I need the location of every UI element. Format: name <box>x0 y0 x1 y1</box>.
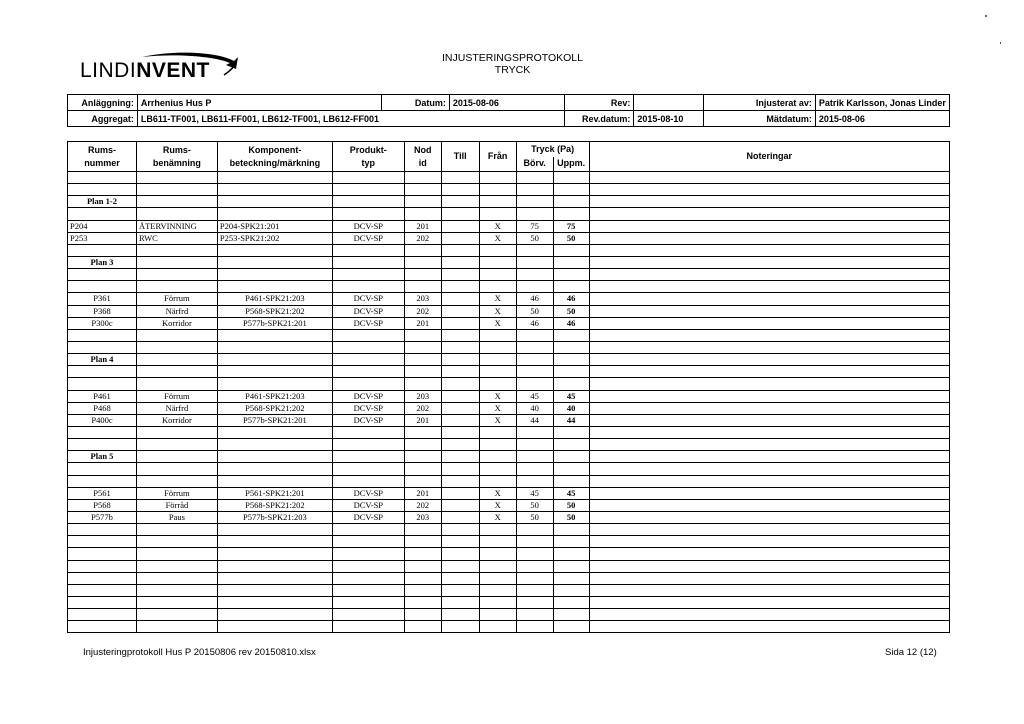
cell-produkttyp: DCV-SP <box>332 220 404 232</box>
cell-rumsnummer: P361 <box>68 293 137 305</box>
col-till: Till <box>441 142 479 172</box>
col-nod-id <box>404 142 441 172</box>
footer-page-number: Sida 12 (12) <box>885 647 937 658</box>
cell-komponent: P561-SPK21:201 <box>217 487 332 499</box>
col-uppm: Uppm. <box>553 157 589 172</box>
cell-rumsnummer: P300c <box>68 317 137 329</box>
cell-produkttyp: DCV-SP <box>332 414 404 426</box>
cell-borv: 46 <box>516 317 553 329</box>
cell-uppm: 50 <box>553 511 589 523</box>
cell-uppm: 45 <box>553 487 589 499</box>
cell-borv: 50 <box>516 499 553 511</box>
scan-speck <box>1000 42 1001 44</box>
col-komponent-line2: beteckning/märkning <box>229 157 321 168</box>
rev-label: Rev: <box>564 95 634 111</box>
empty-row <box>68 596 950 608</box>
col-noteringar: Noteringar <box>589 142 949 172</box>
table-row <box>68 390 950 402</box>
section-row <box>68 256 950 268</box>
empty-row <box>68 621 950 633</box>
cell-borv: 45 <box>516 487 553 499</box>
col-nod-line2: id <box>418 157 427 168</box>
cell-nod-id: 202 <box>404 232 441 244</box>
empty-row <box>68 609 950 621</box>
cell-fran: X <box>479 232 516 244</box>
cell-produkttyp: DCV-SP <box>332 305 404 317</box>
empty-row <box>68 548 950 560</box>
header-info-table <box>67 94 950 127</box>
aggregat-label: Aggregat: <box>68 111 138 127</box>
col-komponent-line1: Komponent- <box>248 144 302 155</box>
logo-swoosh-icon <box>140 47 240 81</box>
cell-nod-id: 202 <box>404 499 441 511</box>
table-row <box>68 487 950 499</box>
cell-fran: X <box>479 487 516 499</box>
document-title <box>420 52 605 76</box>
cell-borv: 40 <box>516 402 553 414</box>
col-tryck: Tryck (Pa) <box>516 142 589 157</box>
section-label: Plan 5 <box>68 451 137 463</box>
cell-produkttyp: DCV-SP <box>332 402 404 414</box>
col-produkt-line2: typ <box>361 157 376 168</box>
col-borv: Börv. <box>516 157 553 172</box>
cell-nod-id: 201 <box>404 487 441 499</box>
cell-nod-id: 201 <box>404 414 441 426</box>
table-row <box>68 220 950 232</box>
cell-rumsnummer: P561 <box>68 487 137 499</box>
rev-value <box>634 95 704 111</box>
empty-row <box>68 463 950 475</box>
cell-nod-id: 201 <box>404 220 441 232</box>
cell-nod-id: 201 <box>404 317 441 329</box>
cell-nod-id: 202 <box>404 305 441 317</box>
cell-komponent: P253-SPK21:202 <box>217 232 332 244</box>
empty-row <box>68 378 950 390</box>
cell-uppm: 46 <box>553 293 589 305</box>
cell-rumsnummer: P400c <box>68 414 137 426</box>
cell-fran: X <box>479 220 516 232</box>
section-row <box>68 451 950 463</box>
cell-fran: X <box>479 390 516 402</box>
empty-row <box>68 560 950 572</box>
col-komponent <box>217 142 332 172</box>
section-label: Plan 3 <box>68 256 137 268</box>
cell-uppm: 50 <box>553 232 589 244</box>
empty-row <box>68 281 950 293</box>
cell-borv: 44 <box>516 414 553 426</box>
cell-nod-id: 203 <box>404 293 441 305</box>
scan-speck <box>985 15 987 17</box>
cell-rumsbenamning: RWC <box>136 232 217 244</box>
cell-produkttyp: DCV-SP <box>332 487 404 499</box>
empty-row <box>68 184 950 196</box>
cell-fran: X <box>479 305 516 317</box>
cell-fran: X <box>479 499 516 511</box>
cell-rumsnummer: P461 <box>68 390 137 402</box>
logo-text-thin: LINDI <box>80 59 137 82</box>
cell-borv: 45 <box>516 390 553 402</box>
cell-komponent: P568-SPK21:202 <box>217 499 332 511</box>
cell-komponent: P577b-SPK21:203 <box>217 511 332 523</box>
cell-uppm: 75 <box>553 220 589 232</box>
matdatum-label: Mätdatum: <box>704 111 816 127</box>
cell-komponent: P568-SPK21:202 <box>217 305 332 317</box>
cell-nod-id: 203 <box>404 390 441 402</box>
anlaggning-value: Arrhenius Hus P <box>137 95 381 111</box>
table-row <box>68 511 950 523</box>
empty-row <box>68 524 950 536</box>
empty-row <box>68 584 950 596</box>
cell-rumsnummer: P368 <box>68 305 137 317</box>
injusterat-label: Injusterat av: <box>704 95 816 111</box>
cell-nod-id: 202 <box>404 402 441 414</box>
cell-produkttyp: DCV-SP <box>332 293 404 305</box>
lindinvent-logo <box>80 55 210 81</box>
revdatum-value: 2015-08-10 <box>634 111 704 127</box>
cell-uppm: 50 <box>553 305 589 317</box>
footer-filename: Injusteringprotokoll Hus P 20150806 rev 20150810.xlsx <box>83 647 316 658</box>
cell-produkttyp: DCV-SP <box>332 511 404 523</box>
cell-borv: 46 <box>516 293 553 305</box>
header-row-2 <box>68 111 950 127</box>
cell-komponent: P204-SPK21:201 <box>217 220 332 232</box>
cell-rumsbenamning: Korridor <box>136 317 217 329</box>
logo-text-bold: NVENT <box>136 59 210 82</box>
cell-borv: 75 <box>516 220 553 232</box>
datum-label: Datum: <box>382 95 450 111</box>
section-label: Plan 1-2 <box>68 196 137 208</box>
cell-rumsbenamning: ÅTERVINNING <box>136 220 217 232</box>
matdatum-value: 2015-08-06 <box>815 111 949 127</box>
cell-rumsbenamning: Närfrd <box>136 305 217 317</box>
col-nod-line1: Nod <box>414 144 432 155</box>
cell-borv: 50 <box>516 305 553 317</box>
cell-rumsbenamning: Förrum <box>136 487 217 499</box>
injusterat-value: Patrik Karlsson, Jonas Linder <box>815 95 949 111</box>
empty-row <box>68 475 950 487</box>
cell-uppm: 40 <box>553 402 589 414</box>
cell-fran: X <box>479 293 516 305</box>
col-fran: Från <box>479 142 516 172</box>
cell-rumsbenamning: Paus <box>136 511 217 523</box>
col-rumsnummer-line1: Rums- <box>87 144 116 155</box>
header-row-1 <box>68 95 950 111</box>
cell-rumsbenamning: Förråd <box>136 499 217 511</box>
empty-row <box>68 572 950 584</box>
table-row <box>68 499 950 511</box>
empty-row <box>68 366 950 378</box>
cell-produkttyp: DCV-SP <box>332 390 404 402</box>
revdatum-label: Rev.datum: <box>564 111 634 127</box>
cell-rumsbenamning: Närfrd <box>136 402 217 414</box>
col-rumsbenamning-line1: Rums- <box>162 144 191 155</box>
cell-uppm: 46 <box>553 317 589 329</box>
cell-rumsnummer: P577b <box>68 511 137 523</box>
col-rumsnummer <box>68 142 137 172</box>
cell-uppm: 50 <box>553 499 589 511</box>
measurement-table <box>67 141 950 633</box>
table-header-row-1 <box>68 142 950 157</box>
section-label: Plan 4 <box>68 354 137 366</box>
cell-produkttyp: DCV-SP <box>332 232 404 244</box>
datum-value: 2015-08-06 <box>449 95 564 111</box>
cell-rumsbenamning: Korridor <box>136 414 217 426</box>
aggregat-value: LB611-TF001, LB611-FF001, LB612-TF001, LB612-FF001 <box>137 111 564 127</box>
col-rumsbenamning <box>136 142 217 172</box>
cell-borv: 50 <box>516 511 553 523</box>
col-rumsnummer-line2: nummer <box>84 157 120 168</box>
table-row <box>68 414 950 426</box>
cell-rumsbenamning: Förrum <box>136 390 217 402</box>
cell-rumsbenamning: Förrum <box>136 293 217 305</box>
cell-uppm: 44 <box>553 414 589 426</box>
section-row <box>68 354 950 366</box>
table-row <box>68 317 950 329</box>
document-title-text: INJUSTERINGSPROTOKOLL <box>441 52 583 64</box>
cell-komponent: P461-SPK21:203 <box>217 390 332 402</box>
empty-row <box>68 439 950 451</box>
cell-fran: X <box>479 511 516 523</box>
cell-komponent: P577b-SPK21:201 <box>217 414 332 426</box>
empty-row <box>68 426 950 438</box>
col-rumsbenamning-line2: benämning <box>152 157 201 168</box>
empty-row <box>68 341 950 353</box>
anlaggning-label: Anläggning: <box>68 95 138 111</box>
cell-komponent: P577b-SPK21:201 <box>217 317 332 329</box>
empty-row <box>68 269 950 281</box>
cell-uppm: 45 <box>553 390 589 402</box>
cell-rumsnummer: P204 <box>68 220 137 232</box>
cell-produkttyp: DCV-SP <box>332 317 404 329</box>
table-row <box>68 402 950 414</box>
table-row <box>68 305 950 317</box>
col-produkttyp <box>332 142 404 172</box>
cell-rumsnummer: P568 <box>68 499 137 511</box>
table-row <box>68 232 950 244</box>
cell-rumsnummer: P253 <box>68 232 137 244</box>
cell-produkttyp: DCV-SP <box>332 499 404 511</box>
cell-komponent: P568-SPK21:202 <box>217 402 332 414</box>
empty-row <box>68 172 950 184</box>
cell-nod-id: 203 <box>404 511 441 523</box>
col-produkt-line1: Produkt- <box>349 144 387 155</box>
cell-fran: X <box>479 414 516 426</box>
empty-row <box>68 329 950 341</box>
cell-borv: 50 <box>516 232 553 244</box>
document-subtitle-text: TRYCK <box>494 64 531 76</box>
cell-fran: X <box>479 402 516 414</box>
table-row <box>68 293 950 305</box>
empty-row <box>68 208 950 220</box>
cell-fran: X <box>479 317 516 329</box>
cell-rumsnummer: P468 <box>68 402 137 414</box>
cell-komponent: P461-SPK21:203 <box>217 293 332 305</box>
empty-row <box>68 244 950 256</box>
empty-row <box>68 536 950 548</box>
section-row <box>68 196 950 208</box>
